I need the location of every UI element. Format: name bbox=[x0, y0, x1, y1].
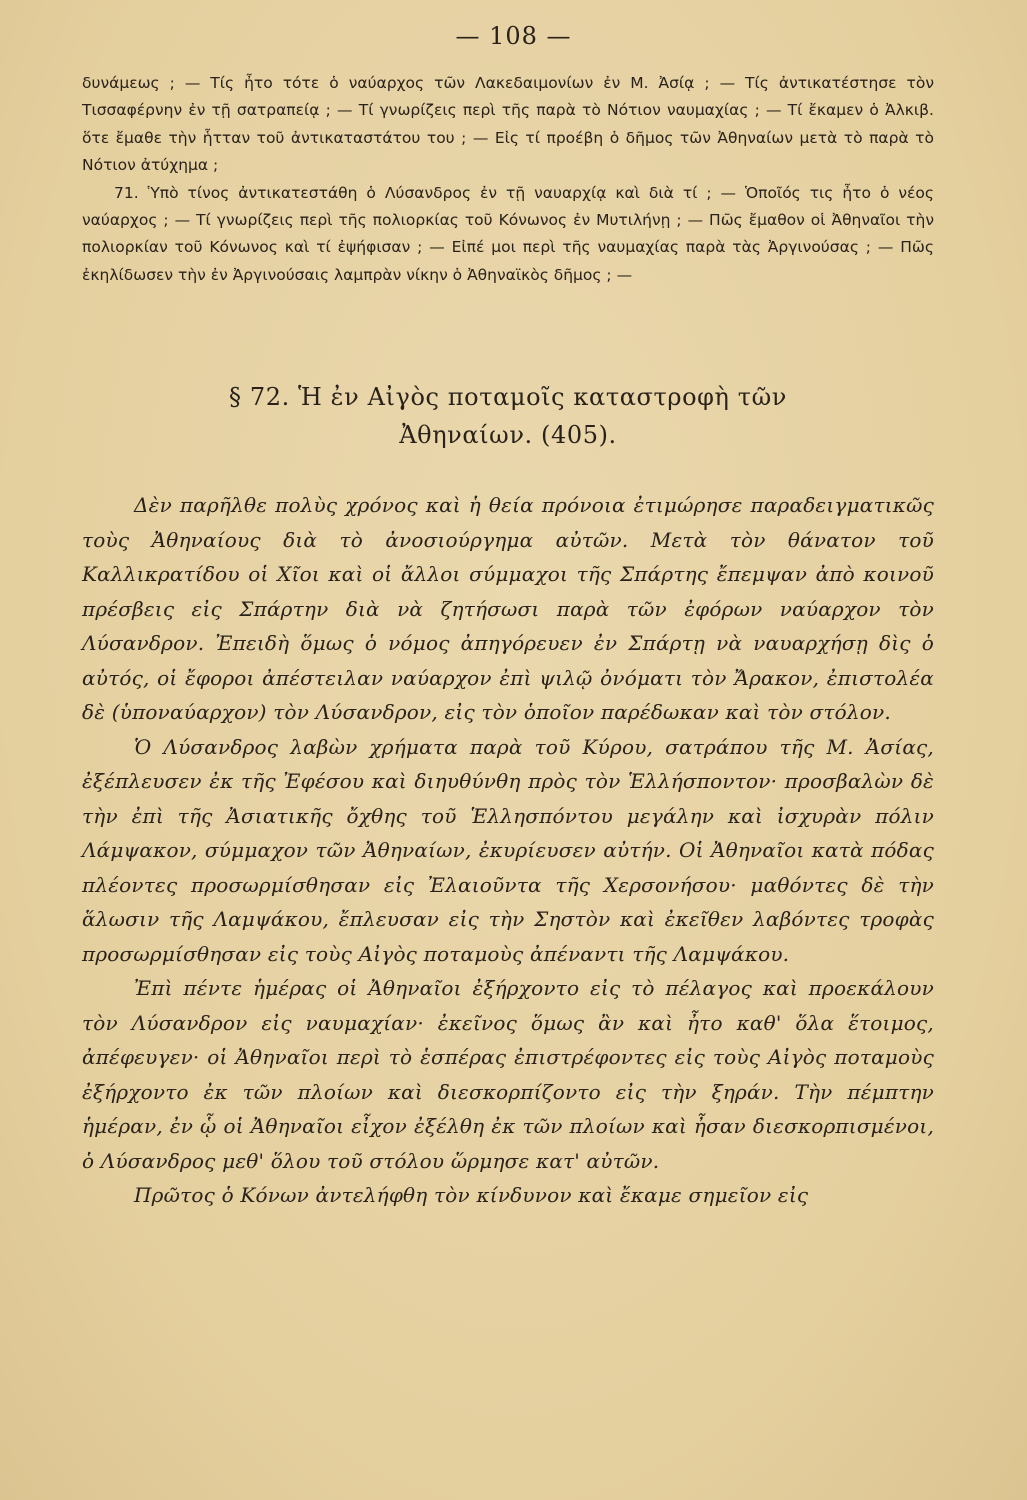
section-heading bbox=[82, 378, 934, 454]
page-number: — 108 — bbox=[455, 22, 572, 50]
questions-section-71: δυνάμεως ; — Τίς ἦτο τότε ὁ ναύαρχος τῶν Λακεδαιμονίων ἐν Μ. Ἀσίᾳ ; — Τίς ἀντικατέστησε τὸν Τισσαφέρνην ἐν τῇ σατραπείᾳ ; — Τί γνωρίζεις περὶ τῆς παρὰ τὸ Νότιον ναυμαχίας ; — Τί ἔκαμεν ὁ Ἀλκιβ. ὅτε ἔμαθε τὴν ἧτταν τοῦ ἀντικαταστάτου του ; — Εἰς τί προέβη ὁ δῆμος τῶν Ἀθηναίων μετὰ τὸ παρὰ τὸ Νότιον ἀτύχημα ; bbox=[82, 74, 934, 175]
body-paragraph: Δὲν παρῆλθε πολὺς χρόνος καὶ ἡ θεία πρόνοια ἐτιμώρησε παραδειγματικῶς τοὺς Ἀθηναίους διὰ τὸ ἀνοσιούργημα αὐτῶν. Μετὰ τὸν θάνατον τοῦ Καλλικρατίδου οἱ Χῖοι καὶ οἱ ἄλλοι σύμμαχοι τῆς Σπάρτης ἔπεμψαν ἀπὸ κοινοῦ πρέσβεις εἰς Σπάρτην διὰ νὰ ζητήσωσι παρὰ τῶν ἐφόρων ναύαρχον τὸν Λύσανδρον. Ἐπειδὴ ὅμως ὁ νόμος ἀπηγόρευεν ἐν Σπάρτῃ νὰ ναυαρχήσῃ δὶς ὁ αὐτός, οἱ ἔφοροι ἀπέστειλαν ναύαρχον ἐπὶ ψιλῷ ὀνόματι τὸν Ἄρακον, ἐπιστολέα δὲ (ὑποναύαρχον) τὸν Λύσανδρον, εἰς τὸν ὁποῖον παρέδωκαν καὶ τὸν στόλον. bbox=[82, 493, 934, 724]
body-paragraph: Ὁ Λύσανδρος λαβὼν χρήματα παρὰ τοῦ Κύρου, σατράπου τῆς Μ. Ἀσίας, ἐξέπλευσεν ἐκ τῆς Ἐφέσου καὶ διηυθύνθη πρὸς τὸν Ἑλλήσποντον· προσβαλὼν δὲ τὴν ἐπὶ τῆς Ἀσιατικῆς ὄχθης τοῦ Ἑλλησπόντου μεγάλην καὶ ἰσχυρὰν πόλιν Λάμψακον, σύμμαχον τῶν Ἀθηναίων, ἐκυρίευσεν αὐτήν. Οἱ Ἀθηναῖοι κατὰ πόδας πλέοντες προσωρμίσθησαν εἰς Ἐλαιοῦντα τῆς Χερσονήσου· μαθόντες δὲ τὴν ἅλωσιν τῆς Λαμψάκου, ἔπλευσαν εἰς τὴν Σηστὸν καὶ ἐκεῖθεν λαβόντες τροφὰς προσωρμίσθησαν εἰς τοὺς Αἰγὸς ποταμοὺς ἀπέναντι τῆς Λαμψάκου. bbox=[82, 734, 934, 966]
body-paragraph: Ἐπὶ πέντε ἡμέρας οἱ Ἀθηναῖοι ἐξήρχοντο εἰς τὸ πέλαγος καὶ προεκάλουν τὸν Λύσανδρον εἰς ναυμαχίαν· ἐκεῖνος ὅμως ἂν καὶ ἦτο καθ' ὅλα ἕτοιμος, ἀπέφευγεν· οἱ Ἀθηναῖοι περὶ τὸ ἑσπέρας ἐπιστρέφοντες εἰς τοὺς Αἰγὸς ποταμοὺς ἐξήρχοντο ἐκ τῶν πλοίων καὶ διεσκορπίζοντο εἰς τὴν ξηράν. Τὴν πέμπτην ἡμέραν, ἐν ᾧ οἱ Ἀθηναῖοι εἶχον ἐξέλθη ἐκ τῶν πλοίων καὶ ἦσαν διεσκορπισμένοι, ὁ Λύσανδρος μεθ' ὅλου τοῦ στόλου ὥρμησε κατ' αὐτῶν. bbox=[82, 976, 934, 1173]
section-body bbox=[82, 488, 934, 1213]
review-questions bbox=[82, 70, 934, 289]
body-paragraph: Πρῶτος ὁ Κόνων ἀντελήφθη τὸν κίνδυνον καὶ ἔκαμε σημεῖον εἰς bbox=[134, 1183, 809, 1207]
questions-section-71-list: 71. Ὑπὸ τίνος ἀντικατεστάθη ὁ Λύσανδρος ἐν τῇ ναυαρχίᾳ καὶ διὰ τί ; — Ὁποῖός τις ἦτο ὁ νέος ναύαρχος ; — Τί γνωρίζεις περὶ τῆς πολιορκίας τοῦ Κόνωνος ἐν Μυτιλήνῃ ; — Πῶς ἔμαθον οἱ Ἀθηναῖοι τὴν πολιορκίαν τοῦ Κόνωνος καὶ τί ἐψήφισαν ; — Εἰπέ μοι περὶ τῆς ναυμαχίας παρὰ τὰς Ἀργινούσας ; — Πῶς ἐκηλίδωσεν τὴν ἐν Ἀργινούσαις λαμπρὰν νίκην ὁ Ἀθηναϊκὸς δῆμος ; — bbox=[82, 183, 934, 284]
section-title-line-2: Ἀθηναίων. (405). bbox=[399, 421, 617, 449]
section-title-line-1: § 72. Ἡ ἐν Αἰγὸς ποταμοῖς καταστροφὴ τῶν bbox=[229, 383, 787, 411]
